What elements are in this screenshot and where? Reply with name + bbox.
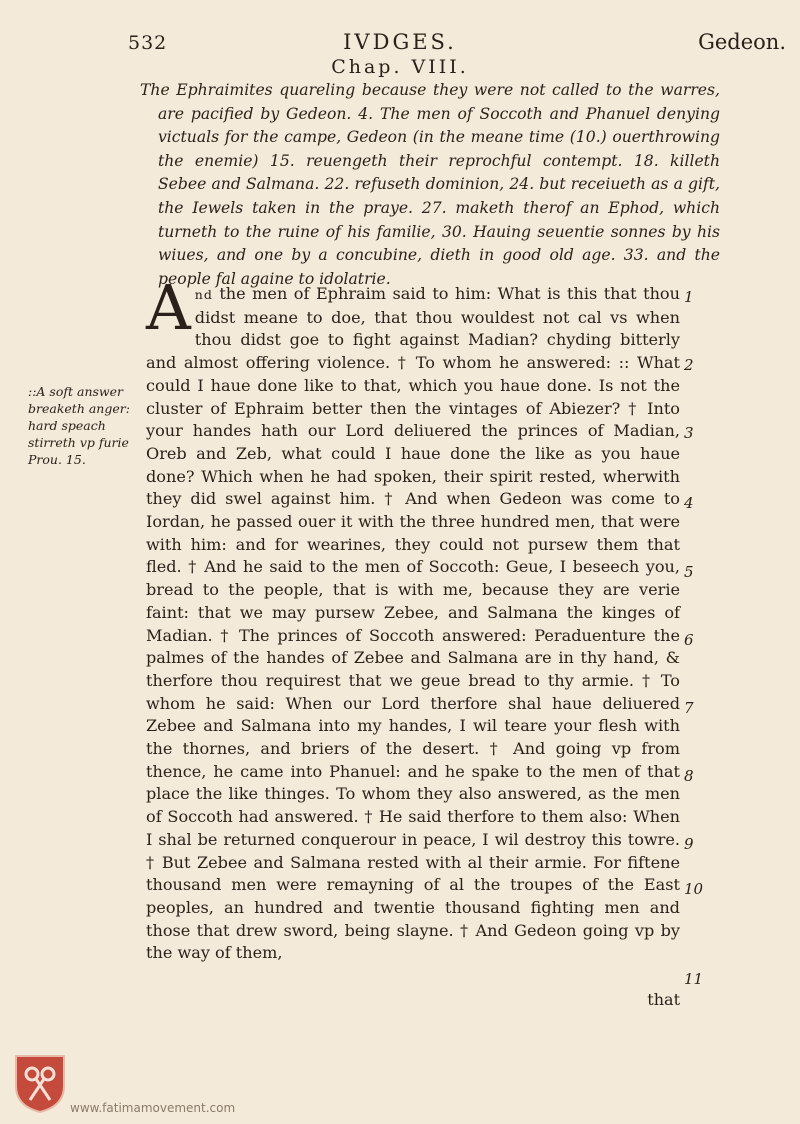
watermark[interactable]: www.fatimamovement.com (70, 1101, 236, 1115)
body-text: the men of Ephraim said to him: What is this that thou didst meane to doe, that thou wouldest not cal vs when thou didst goe to fight against Madian? chyding bitterly and almost offering violence. † To whom he answered: :: What could I haue done like to that, which you haue done. Is not the cluster of Ephraim better then the vintages of Abiezer? † Into your handes hath our Lord deliuered the princes of Madian, Oreb and Zeb, what could I haue done the like as you haue done? Which when he had spoken, their spirit rested, wherwith they did swel against him. † And when Gedeon was come to Iordan, he passed ouer it with the three hundred men, that were with him: and for wearines, they could not pursew them that fled. † And he said to the men of Soccoth: Geue, I beseech you, bread to the people, that is with me, because they are verie faint: that we may pursew Zebee, and Salmana the kinges of Madian. † The princes of Soccoth answered: Peraduenture the palmes of the handes of Zebee and Salmana are in thy hand, & therfore thou requirest that we geue bread to thy armie. † To whom he said: When our Lord therfore shal haue deliuered Zebee and Salmana into my handes, I wil teare your flesh with the thornes, and briers of the desert. † And going vp from thence, he came into Phanuel: and he spake to the men of that place the like thinges. To whom they also answered, as the men of Soccoth had answered. † He said therfore to them also: When I shal be returned conquerour in peace, I wil destroy this towre. † But Zebee and Salmana rested with al their armie. For fiftene thousand men were remayning of al the troupes of the East peoples, an hundred and twentie thousand fighting men and those that drew sword, being slayne. † And Gedeon going vp by the way of them, (146, 284, 680, 963)
page-number: 532 (128, 32, 168, 54)
verse-number: 2 (684, 356, 694, 374)
running-header (0, 30, 800, 56)
verse-number: 1 (684, 288, 694, 306)
verse-number: 10 (684, 880, 704, 898)
book-title: IVDGES. (343, 30, 457, 54)
verse-number: 8 (684, 767, 694, 785)
margin-note: ::A soft answer breaketh anger: hard speach stirreth vp furie Prou. 15. (28, 384, 130, 467)
body-paragraph (146, 271, 680, 965)
chapter-argument: The Ephraimites quareling because they were not called to the warres, are pacified by Gedeon. 4. The men of Soccoth and Phanuel denying victuals for the campe, Gedeon (in the meane time (10.) ouerthrowing the enemie) 15. reuengeth their reprochful contempt. 18. killeth Sebee and Salmana. 22. refuseth dominion, 24. but receiueth as a gift, the Iewels taken in the praye. 27. maketh therof an Ephod, which turneth to the ruine of his familie, 30. Hauing seuentie sonnes by his wiues, and one by a concubine, dieth in good old age. 33. and the people fal againe to idolatrie. (140, 81, 720, 288)
main-text (146, 271, 680, 965)
verse-number: 4 (684, 494, 694, 512)
verse-number: 5 (684, 563, 694, 581)
verse-number: 6 (684, 631, 694, 649)
catchword: that (647, 990, 680, 1009)
verse-number: 3 (684, 424, 694, 442)
running-head-name: Gedeon. (698, 30, 786, 54)
verse-number: 9 (684, 835, 694, 853)
drop-cap: A (146, 271, 191, 344)
coat-of-arms-icon (12, 1052, 68, 1114)
first-word: nd (194, 287, 213, 302)
chapter-title: Chap. VIII. (331, 56, 469, 78)
verse-number: 7 (684, 699, 694, 717)
verse-number: 11 (684, 970, 704, 988)
